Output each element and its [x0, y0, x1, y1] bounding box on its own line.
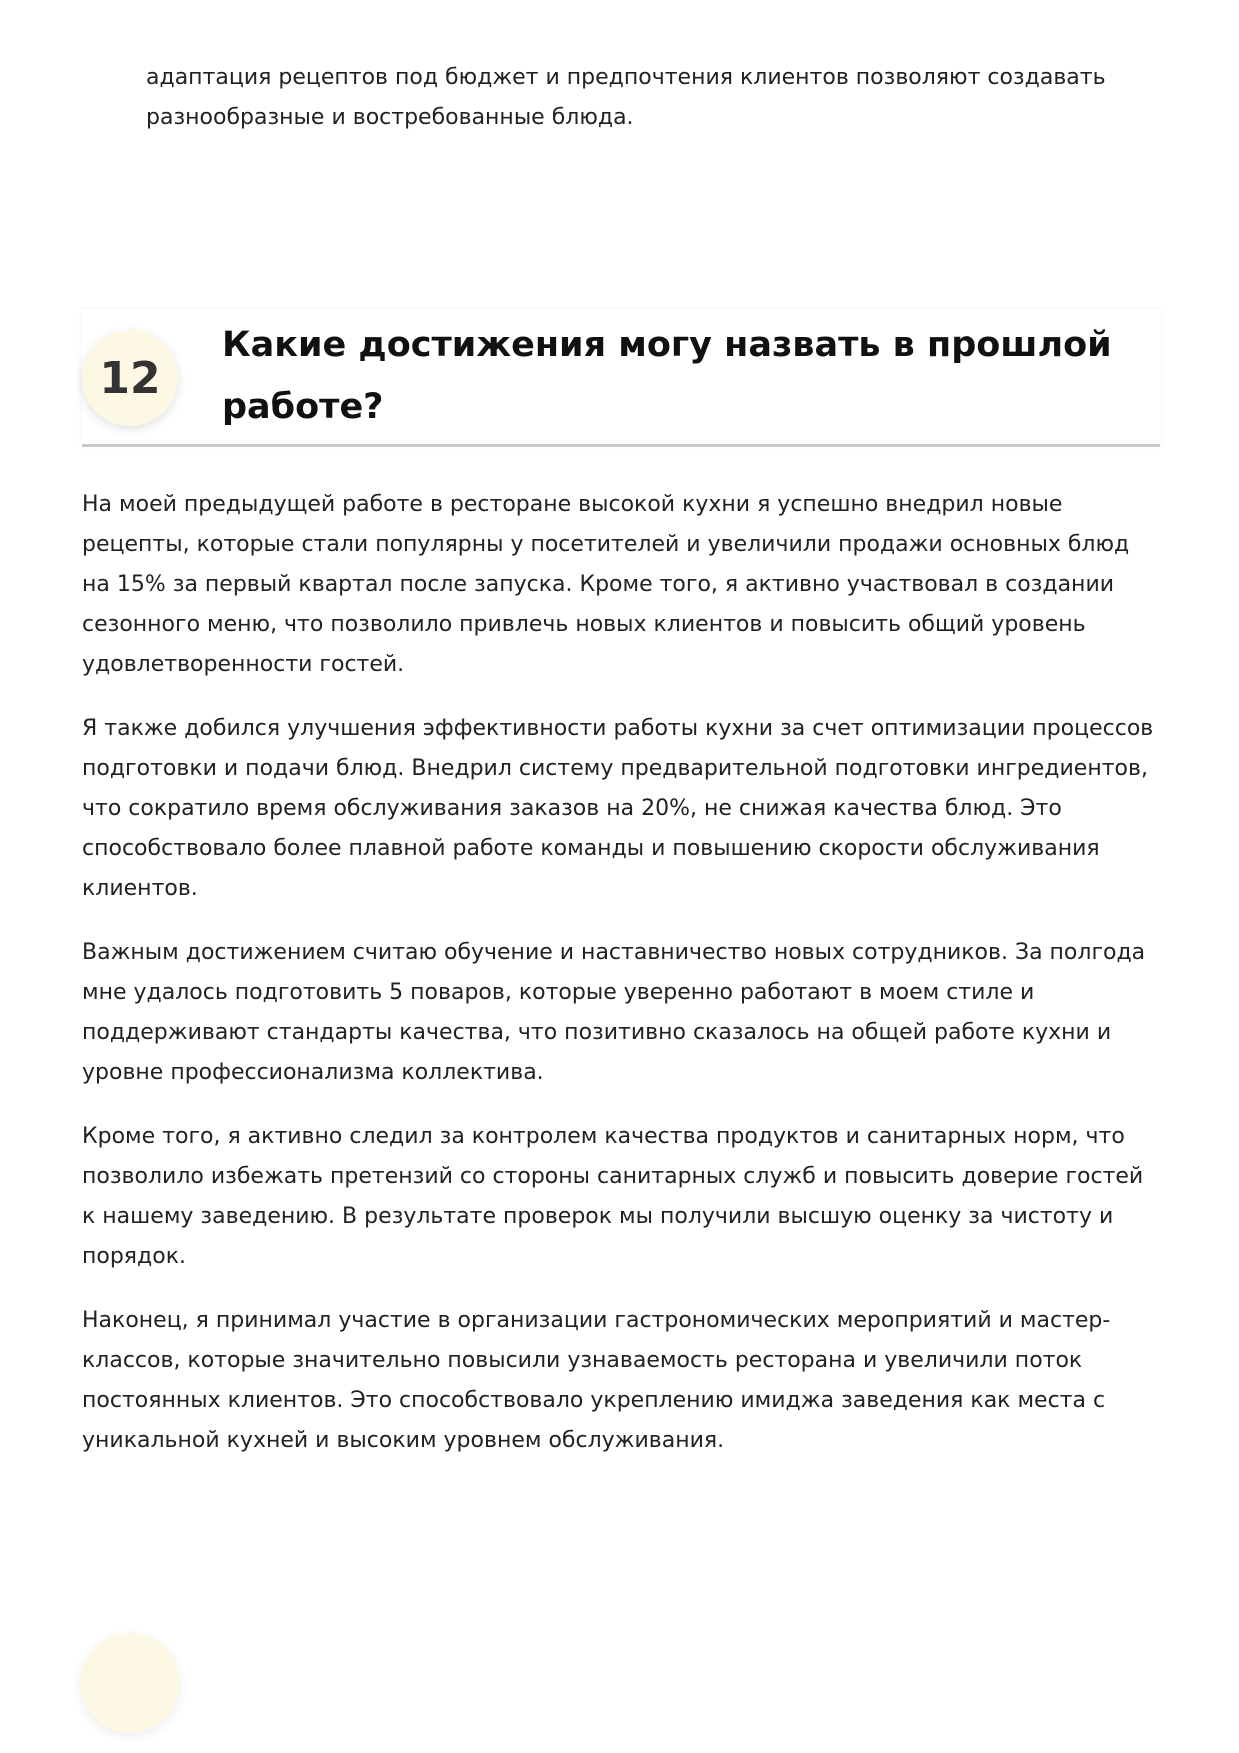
intro-paragraph: адаптация рецептов под бюджет и предпочтения клиентов позволяют создавать разнообразные и востребованные блюда.	[146, 65, 1106, 130]
section-number-badge: 12	[82, 330, 178, 426]
paragraph: Наконец, я принимал участие в организации гастрономических мероприятий и мастер-классов, которые значительно повысили узнаваемость ресторана и увеличили поток постоянных клиентов. Это способствовало укреплению имиджа заведения как места с уникальной кухней и высоким уровнем обслуживания.	[82, 1308, 1111, 1453]
section-title: Какие достижения могу назвать в прошлой работе?	[222, 325, 1112, 427]
section-body	[82, 485, 1160, 1485]
next-section-number-badge	[80, 1633, 180, 1733]
section-header	[82, 310, 1160, 447]
paragraph: Кроме того, я активно следил за контролем качества продуктов и санитарных норм, что позволило избежать претензий со стороны санитарных служб и повысить доверие гостей к нашему заведению. В результате проверок мы получили высшую оценку за чистоту и порядок.	[82, 1124, 1144, 1269]
paragraph: Я также добился улучшения эффективности работы кухни за счет оптимизации процессов подготовки и подачи блюд. Внедрил систему предварительной подготовки ингредиентов, что сократило время обслуживания заказов на 20%, не снижая качества блюд. Это способствовало более плавной работе команды и повышению скорости обслуживания клиентов.	[82, 716, 1154, 901]
paragraph: На моей предыдущей работе в ресторане высокой кухни я успешно внедрил новые рецепты, которые стали популярны у посетителей и увеличили продажи основных блюд на 15% за первый квартал после запуска. Кроме того, я активно участвовал в создании сезонного меню, что позволило привлечь новых клиентов и повысить общий уровень удовлетворенности гостей.	[82, 492, 1130, 677]
next-section-header	[180, 1680, 1160, 1681]
paragraph: Важным достижением считаю обучение и наставничество новых сотрудников. За полгода мне удалось подготовить 5 поваров, которые уверенно работают в моем стиле и поддерживают стандарты качества, что позитивно сказалось на общей работе кухни и уровне профессионализма коллектива.	[82, 940, 1146, 1085]
